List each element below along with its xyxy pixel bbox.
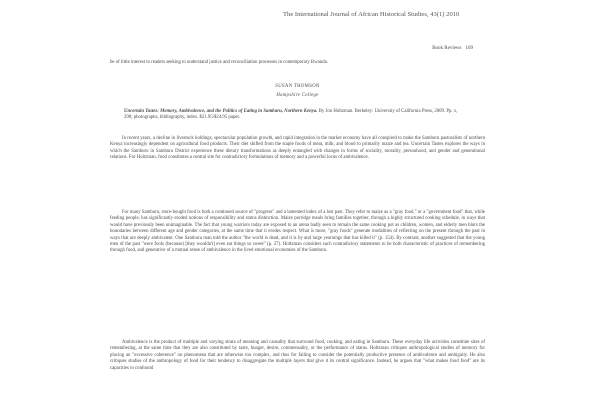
running-head (432, 46, 473, 51)
book-publication-details: By Jon Holtzman. Berkeley: University of California Press, 2009. Pp. x, 298; photographs, bibliography, index. $21.95/$24.95 paper. (124, 109, 458, 121)
continuation-paragraph: be of little interest to readers seeking to understand justice and reconciliation processes in contemporary Rwanda. (110, 60, 328, 65)
page-number: 169 (465, 46, 473, 51)
running-head-section: Book Reviews (432, 46, 462, 51)
reviewer-institution: Hampshire College (276, 93, 319, 98)
review-paragraph-3: Ambivalence is the product of multiple and varying strata of meaning and causality that surround food, cooking, and eating in Samburu. These everyday life activities constitute sites of remembering, at the same time that they are also constituted by taste, hunger, desire, commensality, or the performance of status. Holtzman critiques anthropological studies of memory for placing an "excessive coherence" on phenomena that are otherwise too complex, and thus for failing to consider the potentially productive presence of ambivalence and ambiguity. He also critiques studies of the anthropology of food for their tendency to disaggregate the multiple layers that give it its central significance. Instead, he argues that "what makes food food" are its capacities to confound (110, 340, 485, 371)
review-paragraph-1: In recent years, a decline in livestock holdings, spectacular population growth, and rapid integration in the market economy have all conspired to make the Samburu pastoralists of northern Kenya increasingly dependent on agricultural food products. Their diet shifted from the staple foods of meat, milk, and blood to primarily maize and tea. Uncertain Tastes explores the ways in which the Samburu in Samburu District experience these dietary transformations as deeply entangled with changes in forms of sociality, morality, personhood, and gender and generational relations. For Holtzman, food constitutes a central site for contradictory formulations of memory and a powerful locus of ambivalence. (110, 136, 485, 161)
book-citation (124, 109, 464, 122)
journal-header: The International Journal of African Historical Studies, 43(1) 2010 (283, 11, 460, 18)
review-paragraph-2: For many Samburu, store-bought food is both a continued source of "progress" and a lamented index of a lost past. They refer to maize as a "gray food," or a "government food" that, while feeding people, has significantly eroded notions of responsibility and status distinction. Maize porridge meals bring families together, through a highly structured cooking schedule, in ways that would have previously been unimaginable. The fact that young warriors today are exposed to an arena badly seen to remain the same cooking pot as children, women, and elderly men blurs the boundaries between different age and gender categories, at the same time that it erodes respect. What is more, "gray foods" generate modalities of reflecting on the present through the past in ways that are deeply ambivalent. One Samburu man told the author "the world is dead, and it is by and large yearnings that has killed it" (p. 154). By contrast, another suggested that the young men of the past "were fools (because) [they wouldn't] even eat things so sweet" (p. 27). Holtzman considers such contradictory statements to be both characteristic of practices of remembering through food, and generative of a mutual sense of ambivalence in the lived emotional economies of the Samburu. (110, 210, 485, 254)
book-title: Uncertain Tastes: Memory, Ambivalence, and the Politics of Eating in Samburu, Northern Kenya. (124, 109, 318, 114)
reviewer-name: SUSAN THOMSON (275, 84, 320, 89)
